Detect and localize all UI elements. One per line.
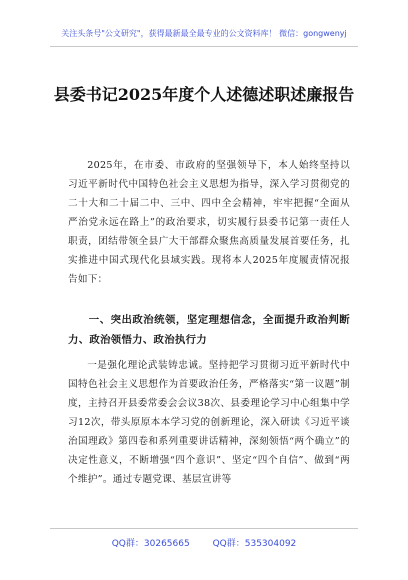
footer-qq-group-1: QQ群：30265665: [111, 539, 190, 549]
page-footer: [0, 536, 408, 549]
paragraph-section-1: 一是强化理论武装铸忠诚。坚持把学习贯彻习近平新时代中国特色社会主义思想作为首要政治任务，严格落实“第一议题”制度，主持召开县委常委会会议38次、县委理论学习中心组集中学习12次，带头原原本本学习党的创新理论，深入研读《习近平谈治国理政》第四卷和系列重要讲话精神，深刻领悟“两个确立”的决定性意义，不断增强“四个意识”、坚定“四个自信”、做到“两个维护”。通过专题党课、基层宣讲等: [68, 360, 350, 485]
paragraph-intro: 2025年，在市委、市政府的坚强领导下，本人始终坚持以习近平新时代中国特色社会主义思想为指导，深入学习贯彻党的二十大和二十届二中、三中、四中全会精神，牢牢把握“全面从严治党永远在路上”的政治要求，切实履行县委书记第一责任人职责，团结带领全县广大干部群众聚焦高质量发展首要任务，扎实推进中国式现代化县域实践。现将本人2025年度履责情况报告如下：: [68, 160, 350, 285]
section-heading-1: 一、突出政治统领，坚定理想信念，全面提升政治判断力、政治领悟力、政治执行力: [68, 314, 350, 346]
footer-qq-group-2: QQ群：535304092: [212, 539, 297, 549]
page-header: 关注头条号"公文研究"，获得最新最全最专业的公文资料库！ 微信：gongwenyj: [61, 29, 347, 38]
document-title: 县委书记2025年度个人述德述职述廉报告: [53, 85, 355, 104]
header-divider: [50, 46, 358, 47]
footer-divider: [50, 528, 358, 529]
